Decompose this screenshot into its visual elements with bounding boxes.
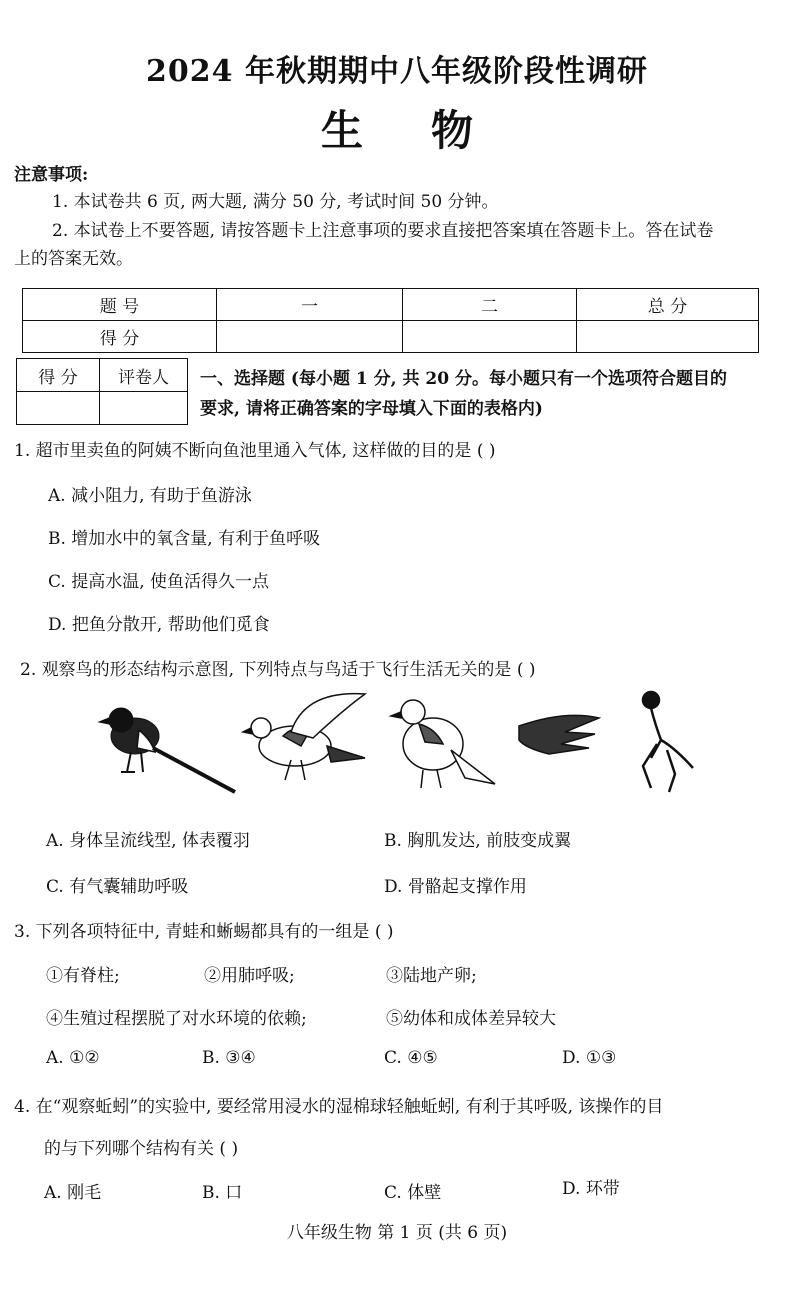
question-1-option-a: A. 减小阻力, 有助于鱼游泳 [48,486,252,506]
question-4-stem: 4. 在“观察蚯蚓”的实验中, 要经常用浸水的湿棉球轻触蚯蚓, 有利于其呼吸, 该操作的目 [14,1097,664,1117]
question-3-option-d: D. ①③ [562,1048,617,1068]
grader-score-cell[interactable] [17,392,100,425]
score-cell-total[interactable] [577,321,759,353]
section1-instructions: 一、选择题 (每小题 1 分, 共 20 分。每小题只有一个选项符合题目的 [200,369,727,389]
pigeon-standing-illustration [391,700,495,788]
page-footer: 八年级生物 第 1 页 (共 6 页) [286,1223,508,1243]
question-1-stem: 1. 超市里卖鱼的阿姨不断向鱼池里通入气体, 这样做的目的是 ( ) [14,441,496,461]
score-header-total: 总 分 [577,289,759,321]
bird-structure-figure [95,688,715,808]
question-4-option-b: B. 口 [202,1183,243,1203]
score-header-section2: 二 [403,289,577,321]
question-2-option-d: D. 骨骼起支撑作用 [384,877,527,897]
skeleton-illustration [643,692,693,792]
question-3-feature-1: ①有脊柱; [46,966,120,986]
score-header-section1: 一 [217,289,403,321]
question-3-feature-5: ⑤幼体和成体差异较大 [386,1009,556,1029]
question-3-feature-4: ④生殖过程摆脱了对水环境的依赖; [46,1009,307,1029]
question-3-option-b: B. ③④ [202,1048,256,1068]
grader-box [16,358,188,425]
score-table [22,288,759,353]
question-2-option-b: B. 胸肌发达, 前肢变成翼 [384,831,572,851]
question-4-option-c: C. 体壁 [384,1183,442,1203]
section1-instructions-cont: 要求, 请将正确答案的字母填入下面的表格内) [200,399,543,419]
score-header-number: 题 号 [23,289,217,321]
score-row-label: 得 分 [23,321,217,353]
question-1-option-c: C. 提高水温, 使鱼活得久一点 [48,572,270,592]
grader-name-label: 评卷人 [100,359,188,392]
question-3-feature-2: ②用肺呼吸; [204,966,295,986]
question-4-stem-cont: 的与下列哪个结构有关 ( ) [44,1139,239,1159]
score-cell-section2[interactable] [403,321,577,353]
pigeon-flying-illustration [243,694,365,780]
question-2-option-c: C. 有气囊辅助呼吸 [46,877,189,897]
wing-illustration [519,715,599,754]
magpie-illustration [99,708,235,792]
score-cell-section1[interactable] [217,321,403,353]
question-2-stem: 2. 观察鸟的形态结构示意图, 下列特点与鸟适于飞行生活无关的是 ( ) [20,660,536,680]
notice-item-2-cont: 上的答案无效。 [14,249,133,269]
question-4-option-d: D. 环带 [562,1179,620,1199]
question-2-option-a: A. 身体呈流线型, 体表覆羽 [46,831,250,851]
notice-item-1: 1. 本试卷共 6 页, 两大题, 满分 50 分, 考试时间 50 分钟。 [52,192,499,212]
notice-heading: 注意事项: [14,165,89,185]
notice-item-2: 2. 本试卷上不要答题, 请按答题卡上注意事项的要求直接把答案填在答题卡上。答在试卷 [52,221,714,241]
grader-score-label: 得 分 [17,359,100,392]
subject-char-2: 物 [431,106,474,155]
question-3-option-c: C. ④⑤ [384,1048,438,1068]
exam-title: 2024 年秋期期中八年级阶段性调研 [146,54,648,89]
grader-name-cell[interactable] [100,392,188,425]
question-1-option-d: D. 把鱼分散开, 帮助他们觅食 [48,615,270,635]
subject-title [0,98,794,158]
question-3-stem: 3. 下列各项特征中, 青蛙和蜥蜴都具有的一组是 ( ) [14,922,394,942]
question-3-feature-3: ③陆地产卵; [386,966,477,986]
question-4-option-a: A. 刚毛 [44,1183,102,1203]
question-3-option-a: A. ①② [46,1048,100,1068]
subject-char-1: 生 [320,106,363,155]
question-1-option-b: B. 增加水中的氧含量, 有利于鱼呼吸 [48,529,321,549]
